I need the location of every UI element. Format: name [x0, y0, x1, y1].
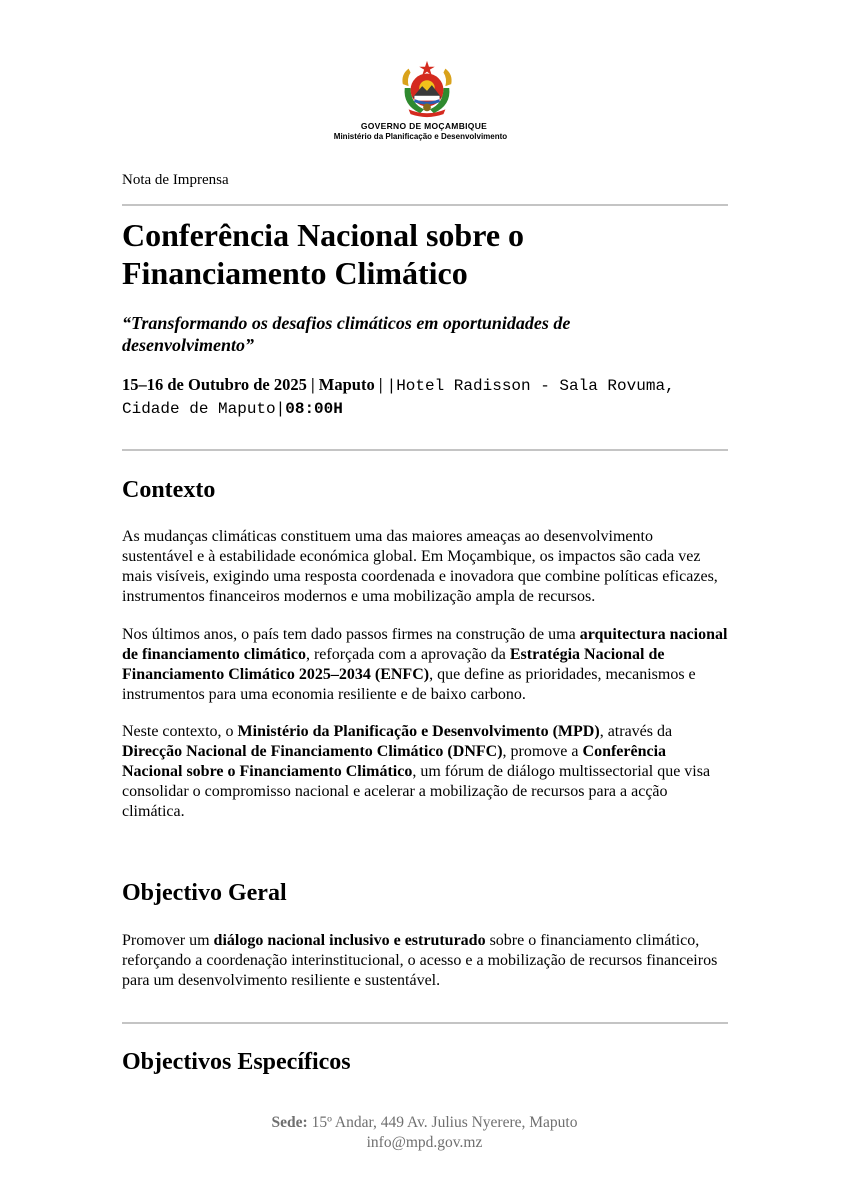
event-venue-city: Cidade de Maputo| [122, 400, 286, 418]
separator: | [306, 375, 319, 394]
text-span: Neste contexto, o [122, 723, 238, 740]
event-time: 08:00H [285, 400, 343, 418]
text-span: , um fórum de diálogo multissectorial que visa consolidar o compromisso nacional e acelerar a mobilização de recursos para a acção climática. [122, 763, 711, 820]
subtitle [122, 312, 728, 356]
text-span: Promover um [122, 932, 214, 949]
paragraph [122, 625, 728, 705]
bold-span: Ministério da Planificação e Desenvolvimento (MPD) [237, 723, 600, 740]
text-span: sobre o financiamento climático, reforçando a coordenação interinstitucional, o acesso e a mobilização de recursos financeiros para um desenvolvimento resiliente e sustentável. [122, 932, 718, 989]
title-line: Conferência Nacional sobre o [122, 217, 525, 253]
footer-address-text: 15º Andar, 449 Av. Julius Nyerere, Maputo [307, 1114, 578, 1131]
bold-span: Estratégia Nacional de Financiamento Climático 2025–2034 (ENFC) [122, 646, 665, 683]
bold-span: arquitectura nacional de financiamento climático [122, 626, 728, 663]
event-city: Maputo [318, 375, 375, 394]
title-line: Financiamento Climático [122, 255, 468, 291]
bold-span: Conferência Nacional sobre o Financiamento Climático [122, 743, 667, 780]
document-type: Nota de Imprensa [122, 172, 229, 188]
paragraph [122, 722, 728, 822]
ministry-name: Ministério da Planificação e Desenvolvimento [333, 132, 508, 141]
subtitle-line: desenvolvimento” [122, 335, 254, 355]
section-heading-objectivo-geral: Objectivo Geral [122, 880, 287, 906]
divider [122, 449, 728, 451]
text-span: , reforçada com a aprovação da [305, 646, 510, 663]
paragraph: As mudanças climáticas constituem uma das maiores ameaças ao desenvolvimento sustentável e à estabilidade económica global. Em Moçambique, os impactos são cada vez mais visíveis, exigindo uma resposta coordenada e inovadora que combine políticas eficazes, instrumentos financeiros modernos e uma mobilização ampla de recursos. [122, 528, 718, 605]
paragraph [122, 931, 728, 991]
bold-span: Direcção Nacional de Financiamento Climático (DNFC) [122, 743, 503, 760]
subtitle-line: “Transformando os desafios climáticos em oportunidades de [122, 313, 571, 333]
event-date: 15–16 de Outubro de 2025 [122, 375, 307, 394]
separator: | [374, 375, 387, 394]
page-footer [0, 1113, 849, 1153]
footer-address [0, 1113, 849, 1133]
text-span: Nos últimos anos, o país tem dado passos firmes na construção de uma [122, 626, 580, 643]
government-name: GOVERNO DE MOÇAMBIQUE [360, 121, 488, 131]
bold-span: diálogo nacional inclusivo e estruturado [213, 932, 486, 949]
text-span: , através da [599, 723, 673, 740]
divider [122, 204, 728, 206]
footer-label: Sede: [271, 1114, 308, 1131]
page-title [122, 216, 728, 292]
text-span: , promove a [502, 743, 583, 760]
event-info [122, 374, 728, 420]
divider [122, 1022, 728, 1024]
footer-email[interactable]: info@mpd.gov.mz [366, 1134, 483, 1151]
section-heading-objectivos-especificos: Objectivos Específicos [122, 1049, 351, 1075]
event-venue: |Hotel Radisson - Sala Rovuma, [386, 377, 675, 395]
section-heading-contexto: Contexto [122, 477, 216, 503]
coat-of-arms-icon [397, 58, 457, 120]
text-span: , que define as prioridades, mecanismos e instrumentos para uma economia resiliente e de baixo carbono. [122, 666, 696, 703]
